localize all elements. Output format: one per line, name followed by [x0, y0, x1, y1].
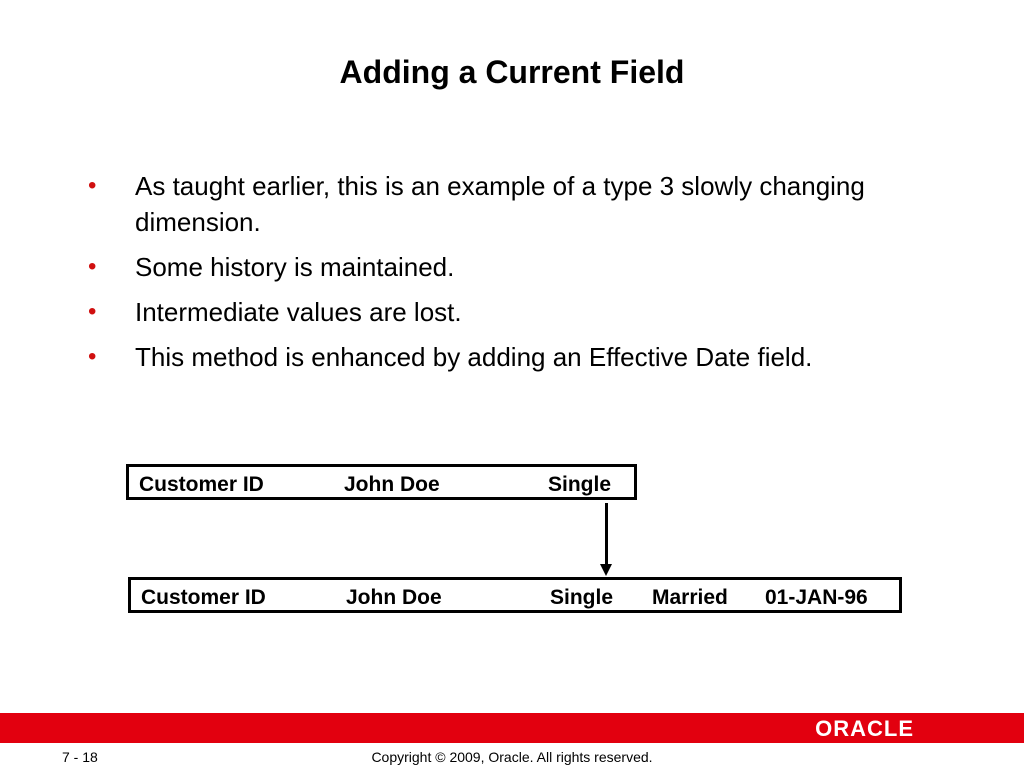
- record-field-name: John Doe: [346, 586, 442, 609]
- record-field-name: John Doe: [344, 473, 440, 496]
- bullet-text: Intermediate values are lost.: [135, 297, 462, 327]
- record-field-current-status: Married: [652, 586, 728, 609]
- page-number: 7 - 18: [62, 749, 98, 765]
- oracle-logo: ORACLE: [815, 716, 914, 741]
- bullet-text: This method is enhanced by adding an Effective Date field.: [135, 342, 813, 372]
- bullet-icon: •: [88, 343, 97, 370]
- bullet-item: [88, 339, 968, 375]
- connector-line: [605, 503, 608, 565]
- record-field-effective-date: 01-JAN-96: [765, 586, 868, 609]
- bullet-icon: •: [88, 253, 97, 280]
- copyright-notice: Copyright © 2009, Oracle. All rights reserved.: [371, 749, 653, 765]
- record-field-status: Single: [550, 586, 614, 609]
- record-before-box: [126, 464, 637, 500]
- bullet-item: [88, 294, 968, 330]
- bullet-item: [88, 249, 968, 285]
- arrow-down-icon: [600, 564, 612, 576]
- record-after-box: [128, 577, 902, 613]
- bullet-item: [88, 168, 968, 240]
- record-field-customer-id: Customer ID: [139, 473, 264, 496]
- record-field-status: Single: [548, 473, 612, 496]
- bullet-icon: •: [88, 298, 97, 325]
- bullet-text: Some history is maintained.: [135, 252, 455, 282]
- bullet-text: As taught earlier, this is an example of a type 3 slowly changing dimension.: [135, 171, 865, 237]
- slide-title: Adding a Current Field: [339, 54, 685, 90]
- bullet-icon: •: [88, 172, 97, 199]
- record-field-customer-id: Customer ID: [141, 586, 266, 609]
- bullet-list: [88, 168, 968, 384]
